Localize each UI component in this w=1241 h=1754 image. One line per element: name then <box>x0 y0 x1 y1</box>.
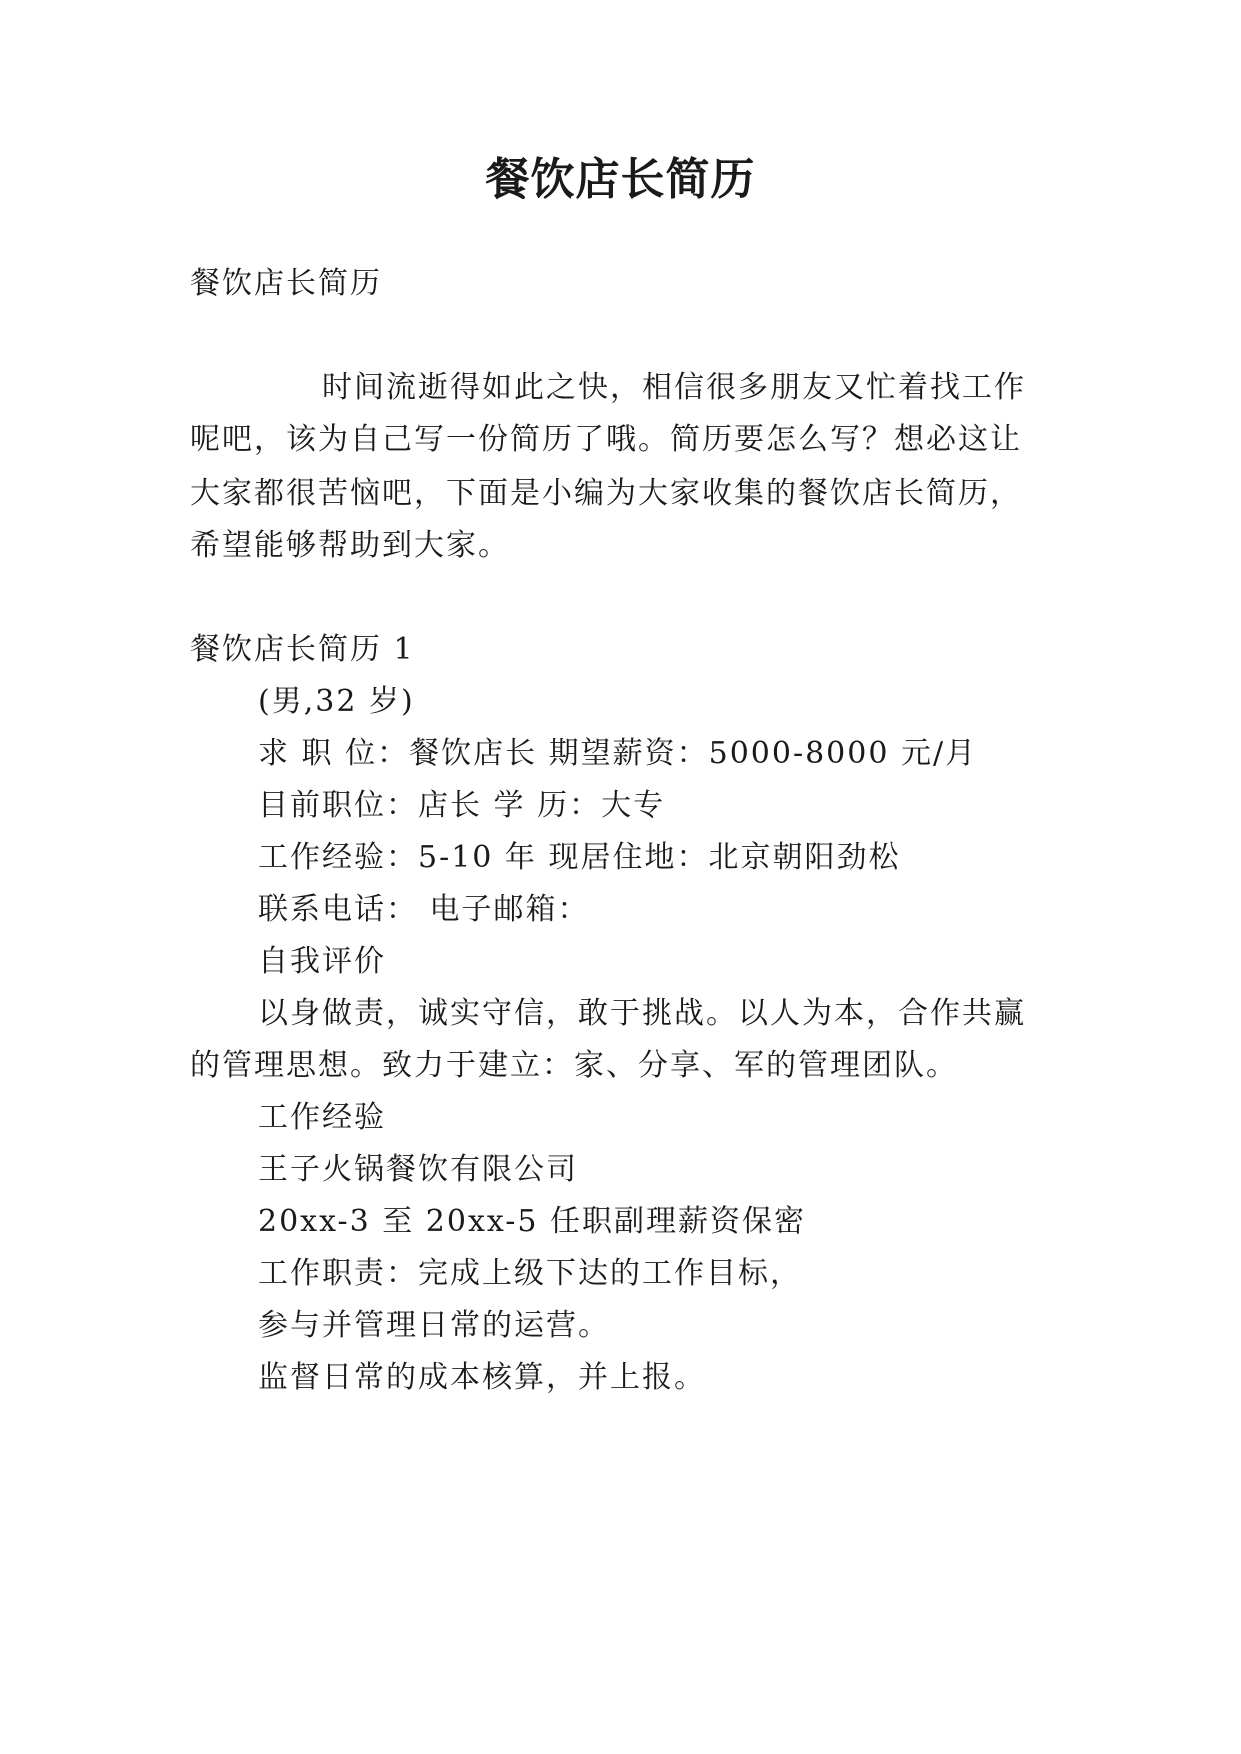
self-eval-line-1: 以身做责，诚实守信，敢于挑战。以人为本，合作共赢 <box>258 996 1026 1031</box>
duty-line-3: 监督日常的成本核算，并上报。 <box>258 1360 706 1395</box>
self-eval-heading: 自我评价 <box>258 944 386 979</box>
document-title: 餐饮店长简历 <box>485 154 756 205</box>
intro-line-4: 希望能够帮助到大家。 <box>190 528 510 563</box>
current-position-education: 目前职位：店长 学 历：大专 <box>258 788 666 823</box>
experience-location: 工作经验：5-10 年 现居住地：北京朝阳劲松 <box>258 840 901 875</box>
work-heading: 工作经验 <box>258 1100 386 1135</box>
duty-line-2: 参与并管理日常的运营。 <box>258 1308 610 1343</box>
intro-line-3: 大家都很苦恼吧，下面是小编为大家收集的餐饮店长简历， <box>190 476 1022 511</box>
company-name: 王子火锅餐饮有限公司 <box>258 1152 578 1187</box>
intro-line-2: 呢吧，该为自己写一份简历了哦。简历要怎么写？想必这让 <box>190 422 1022 457</box>
subtitle: 餐饮店长简历 <box>190 266 382 301</box>
gender-age: (男,32 岁) <box>258 684 415 719</box>
contact-info: 联系电话： 电子邮箱： <box>258 892 590 927</box>
duty-line-1: 工作职责：完成上级下达的工作目标， <box>258 1256 802 1291</box>
section-heading: 餐饮店长简历 1 <box>190 632 415 667</box>
self-eval-line-2: 的管理思想。致力于建立：家、分享、军的管理团队。 <box>190 1048 958 1083</box>
intro-line-1: 时间流逝得如此之快，相信很多朋友又忙着找工作 <box>322 370 1026 405</box>
position-salary: 求 职 位：餐饮店长 期望薪资：5000-8000 元/月 <box>258 736 978 771</box>
work-period: 20xx-3 至 20xx-5 任职副理薪资保密 <box>258 1204 807 1239</box>
